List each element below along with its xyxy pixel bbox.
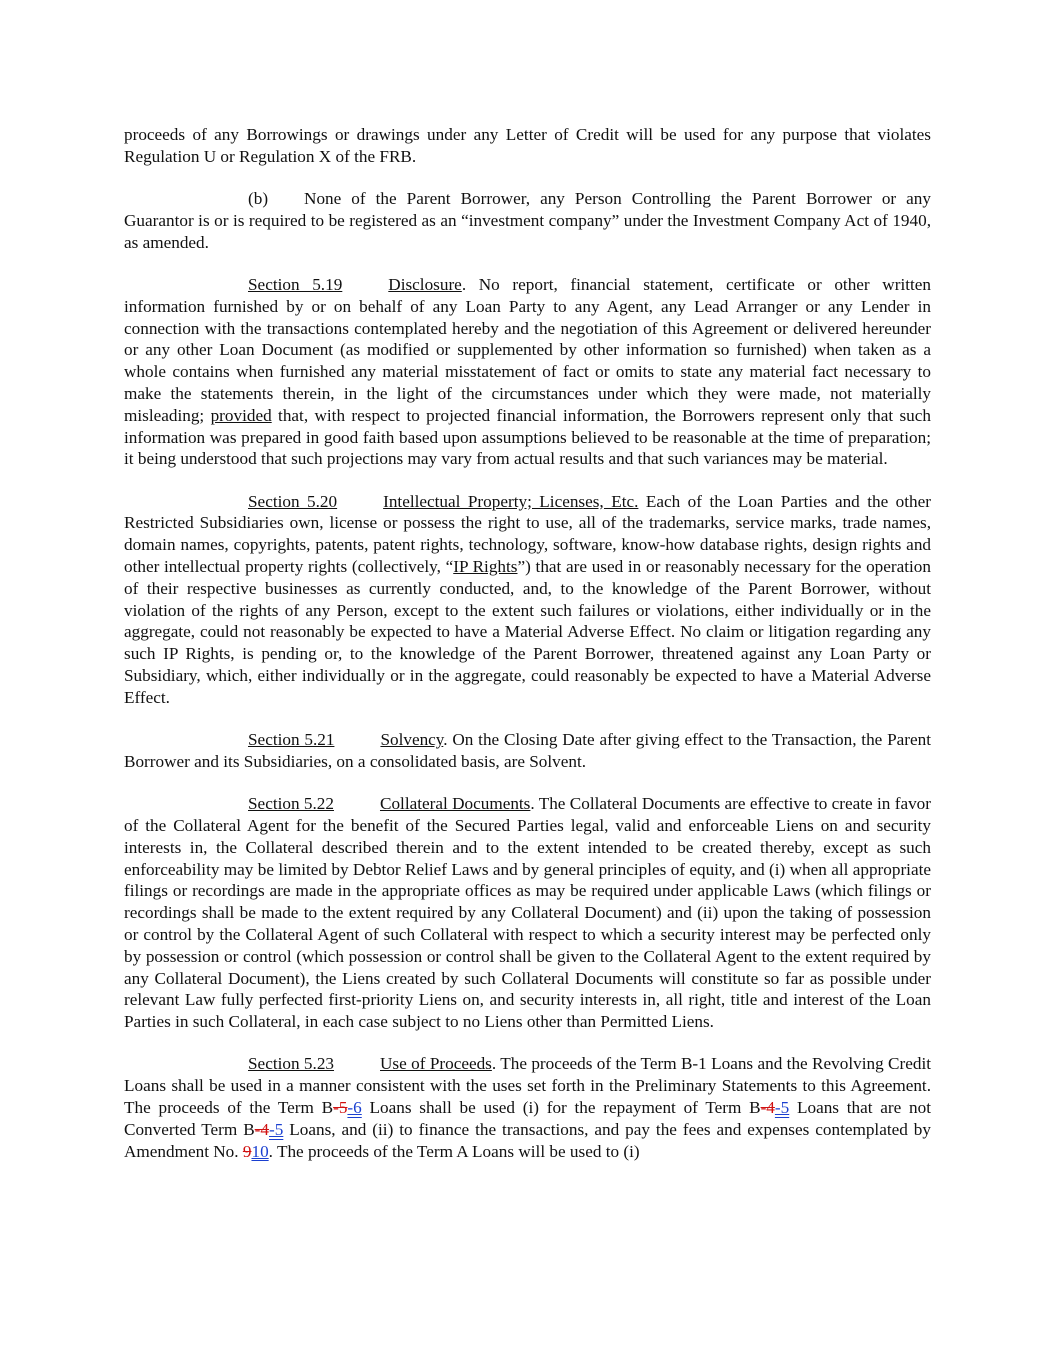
section-5-22: Section 5.22 Collateral Documents. The Collateral Documents are effective to create in favor of the Collateral Agent for the benefit of the Secured Parties legal, valid and enforceable Liens on and security interests in, the Collateral described therein and to the extent intended to be created thereby, except as such enforceability may be limited by Debtor Relief Laws and by general principles of equity, and (i) when all appropriate filings or recordings are made in the appropriate offices as may be required under applicable Laws (which filings or recordings shall be made to the extent required by any Collateral Document) and (ii) upon the taking of possession or control by the Collateral Agent of such Collateral with respect to which a security interest may be perfected only by possession or control (which possession or control shall be given to the Collateral Agent to the extent required by any Collateral Document), the Liens created by such Collateral Documents will constitute so far as possible under relevant Law fully perfected first-priority Liens on, and security interests in, all right, title and interest of the Loan Parties in such Collateral, in each case subject to no Liens other than Permitted Liens. <box>124 794 931 1032</box>
clause-label: (b) <box>248 189 269 209</box>
section-5-21: Section 5.21 Solvency. On the Closing Date after giving effect to the Transaction, the Parent Borrower and its Subsidiaries, on a consolidated basis, are Solvent. <box>124 730 932 771</box>
section-heading: Section 5.21 Solvency <box>248 730 444 750</box>
paragraph-b: (b) None of the Parent Borrower, any Person Controlling the Parent Borrower or any Guarantor is or is required to be registered as an “investment company” under the Investment Company Act of 1940, as amended. <box>124 189 931 252</box>
deleted-text: -5 <box>333 1098 348 1118</box>
section-5-20: Section 5.20 Intellectual Property; Licenses, Etc. Each of the Loan Parties and the other Restricted Subsidiaries own, license or possess the right to use, all of the trademarks, service marks, trade names, domain names, copyrights, patents, patent rights, technology, software, know-how database rights, design rights and other intellectual property rights (collectively, “IP Rights”) that are used in or reasonably necessary for the operation of their respective businesses as currently conducted, and, to the knowledge of the Parent Borrower, without violation of the rights of any Person, except to the extent such failures or violations, either individually or in the aggregate, could not reasonably be expected to have a Material Adverse Effect. No claim or litigation regarding any such IP Rights, is pending or, to the knowledge of the Parent Borrower, threatened against any Loan Party or Subsidiary, which, either individually or in the aggregate, could reasonably be expected to have a Material Adverse Effect. <box>124 491 932 707</box>
inserted-text: -5 <box>774 1098 790 1118</box>
section-5-23: Section 5.23 Use of Proceeds. The proceeds of the Term B-1 Loans and the Revolving Credit Loans shall be used in a manner consistent with the uses set forth in the Preliminary Statements to this Agreement. The proceeds of the Term B-5-6 Loans shall be used (i) for the repayment of Term B-4-5 Loans that are not Converted Term B-4-5 Loans, and (ii) to finance the transactions, and pay the fees and expenses contemplated by Amendment No. 910. The proceeds of the Term A Loans will be used to (i) <box>124 1054 932 1161</box>
section-heading: Section 5.22 Collateral Documents <box>248 794 531 814</box>
deleted-text: -4 <box>254 1119 269 1139</box>
section-heading: Section 5.19 Disclosure <box>248 274 462 294</box>
document-page <box>124 124 931 1183</box>
provided-term: provided <box>210 405 272 425</box>
section-heading: Section 5.23 Use of Proceeds <box>248 1054 492 1074</box>
inserted-text: 10 <box>251 1141 269 1161</box>
inserted-text: -5 <box>269 1119 284 1139</box>
section-5-19: Section 5.19 Disclosure. No report, financial statement, certificate or other written information furnished by or on behalf of any Loan Party to any Agent, any Lead Arranger or any Lender in connection with the transactions contemplated hereby and the negotiation of this Agreement or delivered hereunder or any other Loan Document (as modified or supplemented by other information so furnished) when taken as a whole contains when furnished any material misstatement of fact or omits to state any material fact necessary to make the statements therein, in the light of the circumstances under which they were made, not materially misleading; provided that, with respect to projected financial information, the Borrowers represent only that such information was prepared in good faith based upon assumptions believed to be reasonable at the time of preparation; it being understood that such projections may vary from actual results and that such variances may be material. <box>124 274 931 469</box>
deleted-text: 9 <box>242 1141 252 1161</box>
paragraph-a-continuation: proceeds of any Borrowings or drawings under any Letter of Credit will be used for any purpose that violates Regulation U or Regulation X of the FRB. <box>124 125 931 166</box>
inserted-text: -6 <box>347 1098 362 1118</box>
section-heading: Section 5.20 Intellectual Property; Licenses, Etc. <box>248 491 639 511</box>
defined-term-ip-rights: IP Rights <box>453 557 518 577</box>
deleted-text: -4 <box>760 1098 775 1118</box>
